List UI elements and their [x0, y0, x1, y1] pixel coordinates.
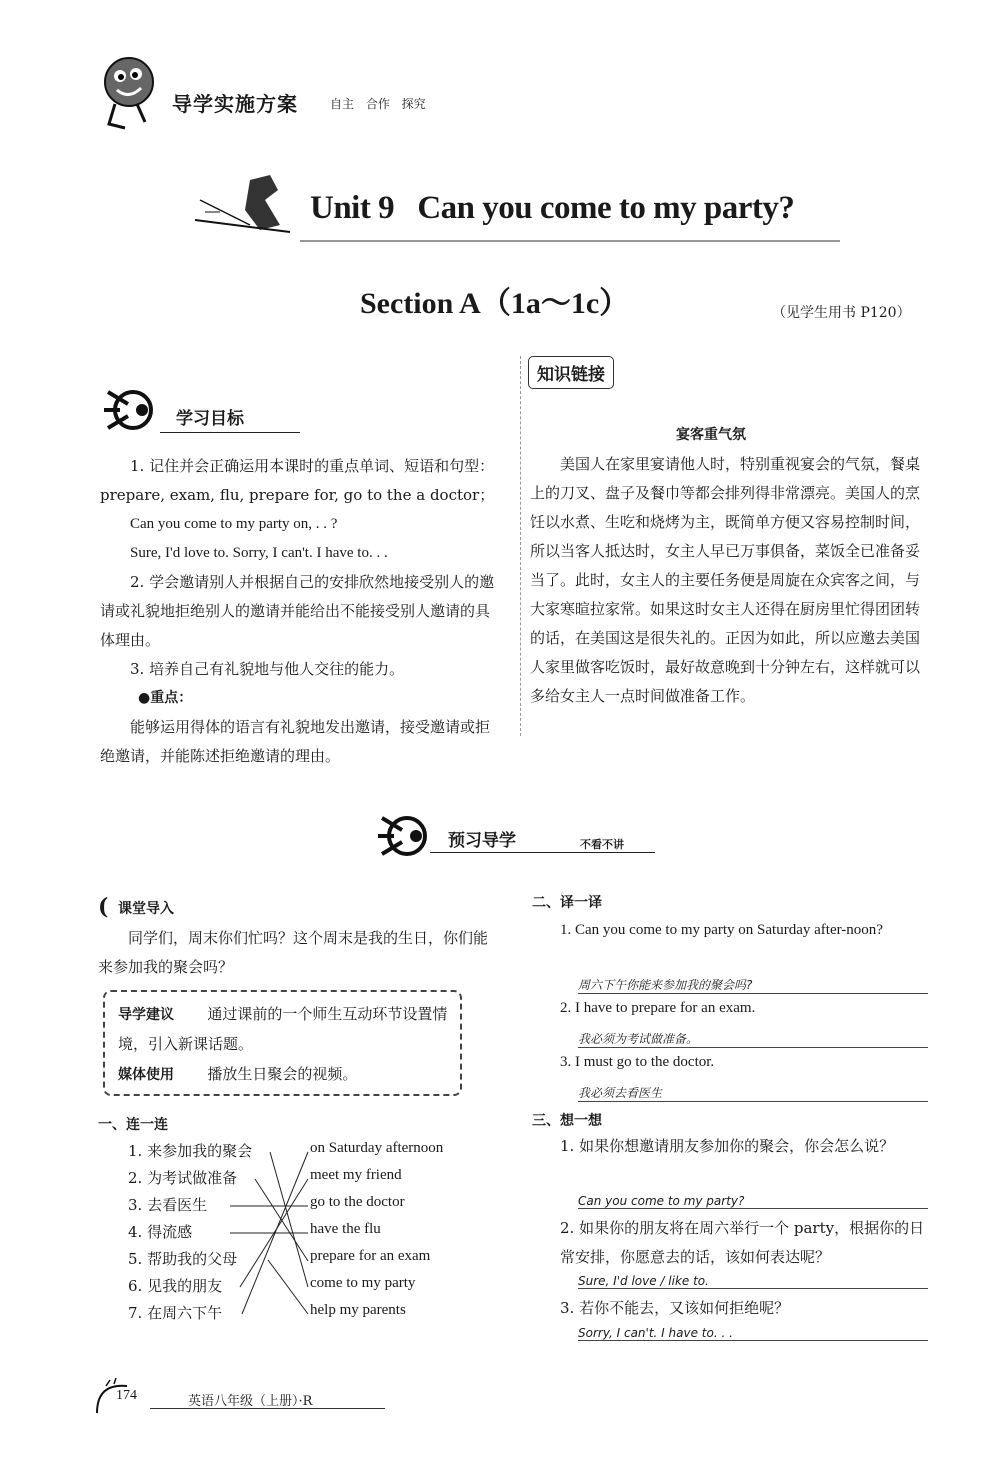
preview-subtitle: 不看不讲	[580, 838, 624, 851]
goal-item-3: 3. 培养自己有礼貌地与他人交往的能力。	[130, 660, 405, 678]
header-tags: 自主 合作 探究	[330, 97, 426, 111]
think-a3: Sorry, I can't. I have to. . .	[578, 1326, 928, 1341]
learning-goals-underline	[160, 432, 300, 433]
matching-right-list	[310, 1140, 510, 1329]
think-a2: Sure, I'd love / like to.	[578, 1274, 928, 1289]
page-reference: （见学生用书 P120）	[772, 305, 911, 321]
tip-label: 导学建议	[118, 1007, 174, 1023]
think-a1: Can you come to my party?	[578, 1194, 928, 1209]
match-right-item: come to my party	[310, 1275, 416, 1291]
classroom-intro-text: 同学们，周末你们忙吗？这个周末是我的生日，你们能来参加我的聚会吗？	[98, 929, 489, 976]
matching-heading: 一、连一连	[98, 1117, 168, 1133]
media-label: 媒体使用	[118, 1067, 174, 1083]
footer-line	[150, 1408, 385, 1409]
goal-item-2: 2. 学会邀请别人并根据自己的安排欣然地接受别人的邀请或礼貌地拒绝别人的邀请并能给出不能接受别人邀请的具体理由。	[100, 573, 495, 649]
think-q2: 2. 如果你的朋友将在周六举行一个 party，根据你的日常安排，你愿意去的话，该如何表达呢？	[560, 1219, 925, 1266]
swirl-banner-icon	[372, 808, 442, 864]
match-right-item: have the flu	[310, 1221, 381, 1237]
tip-text: 通过课前的一个师生互动环节设置情境，引入新课话题。	[118, 1005, 448, 1053]
learning-goals-heading: 学习目标	[176, 409, 244, 429]
tip-content	[118, 1000, 453, 1059]
page-number: 174	[116, 1388, 137, 1403]
translate-a3: 我必须去看医生	[578, 1084, 928, 1102]
match-left-item: 7. 在周六下午	[128, 1304, 223, 1322]
match-right-item: prepare for an exam	[310, 1248, 431, 1264]
match-left-item: 4. 得流感	[128, 1223, 193, 1241]
match-right-item: go to the doctor	[310, 1194, 405, 1210]
key-point-label: ●重点：	[138, 690, 193, 706]
header-title: 导学实施方案	[172, 92, 298, 116]
unit-title-underline	[300, 240, 840, 242]
knowledge-body: 美国人在家里宴请他人时，特别重视宴会的气氛，餐桌上的刀叉、盘子及餐巾等都会排列得非常漂亮。美国人的烹饪以水煮、生吃和烧烤为主，既简单方便又容易控制时间，所以当客人抵达时，女主人早已万事俱备，菜饭全已准备妥当了。此时，女主人的主要任务便是周旋在众宾客之间，与大家寒暄拉家常。如果这时女主人还得在厨房里忙得团团转的话，在美国这是很失礼的。正因为如此，所以应邀去美国人家里做客吃饭时，最好故意晚到十分钟左右，这样就可以多给女主人一点时间做准备工作。	[530, 455, 921, 705]
translate-heading: 二、译一译	[532, 895, 602, 911]
classroom-intro-label: 课堂导入	[118, 901, 174, 917]
knowledge-link-label: 知识链接	[528, 356, 614, 389]
match-left-item: 3. 去看医生	[128, 1196, 208, 1214]
column-divider	[520, 356, 521, 736]
section-title: Section A（1a～1c）	[360, 287, 630, 320]
media-content	[118, 1060, 453, 1090]
knowledge-heading: 宴客重气氛	[676, 427, 746, 443]
unit-title: Unit 9 Can you come to my party?	[310, 190, 795, 226]
match-right-item: on Saturday afternoon	[310, 1140, 444, 1156]
match-left-item: 1. 来参加我的聚会	[128, 1142, 253, 1160]
bracket-icon: (	[98, 894, 109, 920]
media-text: 播放生日聚会的视频。	[207, 1065, 358, 1083]
think-q1: 1. 如果你想邀请朋友参加你的聚会，你会怎么说？	[560, 1137, 895, 1155]
think-q3: 3. 若你不能去，又该如何拒绝呢？	[560, 1299, 790, 1317]
book-title: 英语八年级（上册）·R	[188, 1394, 313, 1409]
match-left-item: 5. 帮助我的父母	[128, 1250, 238, 1268]
match-left-item: 6. 见我的朋友	[128, 1277, 223, 1295]
preview-heading: 预习导学	[448, 831, 516, 851]
preview-underline	[430, 852, 655, 853]
goal-sentence-1: Can you come to my party on, . . ?	[130, 516, 338, 532]
goal-item-1: 1. 记住并会正确运用本课时的重点单词、短语和句型：prepare, exam, flu, prepare for, go to the a doctor；	[100, 457, 495, 504]
translate-q3: 3. I must go to the doctor.	[560, 1054, 715, 1070]
matching-lines	[230, 1140, 320, 1340]
key-point-text: 能够运用得体的语言有礼貌地发出邀请，接受邀请或拒绝邀请，并能陈述拒绝邀请的理由。	[100, 718, 491, 765]
match-left-item: 2. 为考试做准备	[128, 1169, 238, 1187]
translate-a2: 我必须为考试做准备。	[578, 1030, 928, 1048]
translate-q2: 2. I have to prepare for an exam.	[560, 1000, 756, 1016]
translate-a1: 周六下午你能来参加我的聚会吗?	[578, 976, 928, 994]
match-right-item: help my parents	[310, 1302, 406, 1318]
learning-goals-body	[100, 452, 495, 771]
think-heading: 三、想一想	[532, 1113, 602, 1129]
skater-decoration-icon	[190, 170, 300, 240]
translate-q1: 1. Can you come to my party on Saturday after-noon?	[560, 922, 883, 938]
goal-sentence-2: Sure, I'd love to. Sorry, I can't. I have to. . .	[130, 545, 388, 561]
match-right-item: meet my friend	[310, 1167, 402, 1183]
mascot-logo-icon	[95, 52, 165, 134]
swirl-banner-icon	[98, 382, 168, 438]
